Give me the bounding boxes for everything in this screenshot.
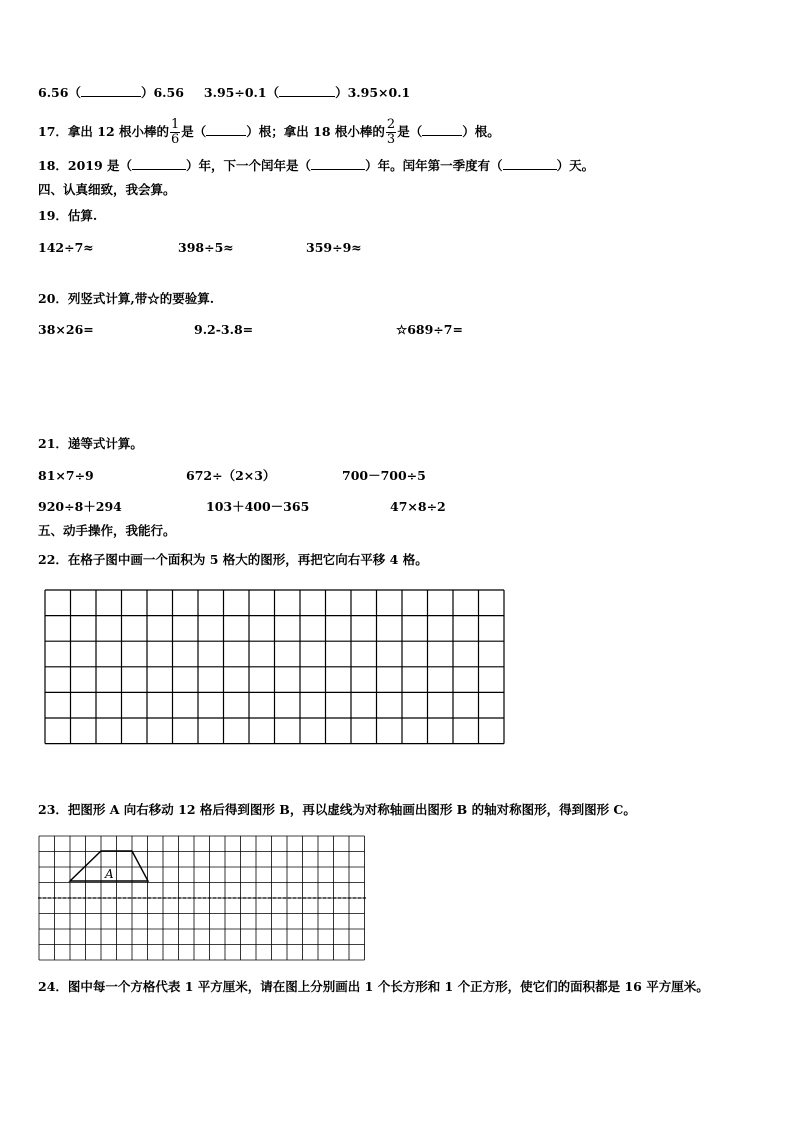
q21-item: 920÷8＋294 — [38, 499, 122, 514]
q19-item: 142÷7≈ — [38, 240, 94, 255]
q21-item: 672÷（2×3） — [186, 468, 276, 483]
section-5-heading: 五、动手操作，我能行。 — [38, 523, 176, 538]
q17-blank-1[interactable] — [206, 123, 246, 136]
q17-text-1: 17．拿出 12 根小棒的 — [38, 124, 169, 139]
fraction-denominator: 3 — [386, 132, 396, 147]
shape-a-label: A — [105, 867, 114, 881]
q16-part-d: ）3.95×0.1 — [335, 85, 411, 100]
q17-text-2: 是（ — [181, 124, 207, 139]
q18-text-4: ）天。 — [556, 158, 595, 173]
q17-text-3: ）根；拿出 18 根小棒的 — [246, 124, 385, 139]
question-16-line — [38, 84, 410, 101]
q21-item: 700－700÷5 — [342, 468, 426, 483]
section-4-heading: 四、认真细致，我会算。 — [38, 182, 176, 197]
q18-text-1: 18．2019 是（ — [38, 158, 133, 173]
question-21-title: 21．递等式计算。 — [38, 436, 143, 451]
question-23-title: 23．把图形 A 向右移动 12 格后得到图形 B，再以虚线为对称轴画出图形 B 的轴对称图形，得到图形 C。 — [38, 802, 636, 817]
q20-item: ☆689÷7= — [396, 322, 463, 337]
q22-grid[interactable] — [44, 589, 506, 745]
q16-blank-1[interactable] — [81, 84, 141, 97]
q16-part-a: 6.56（ — [38, 85, 81, 100]
question-17 — [38, 118, 500, 147]
fraction-denominator: 6 — [171, 132, 180, 147]
q21-item: 81×7÷9 — [38, 468, 94, 483]
q17-fraction-2 — [386, 118, 396, 147]
question-20-title: 20．列竖式计算,带☆的要验算. — [38, 291, 215, 306]
question-24-title: 24．图中每一个方格代表 1 平方厘米，请在图上分别画出 1 个长方形和 1 个正方形，使它们的面积都是 16 平方厘米。 — [38, 979, 709, 994]
q17-text-5: ）根。 — [462, 124, 500, 139]
fraction-numerator: 2 — [386, 117, 396, 132]
q16-part-c: 3.95÷0.1（ — [203, 85, 280, 100]
q19-item: 359÷9≈ — [306, 240, 362, 255]
q17-blank-2[interactable] — [422, 123, 462, 136]
q16-part-b: ）6.56 — [140, 85, 184, 100]
q19-item: 398÷5≈ — [178, 240, 234, 255]
question-22-title: 22．在格子图中画一个面积为 5 格大的图形，再把它向右平移 4 格。 — [38, 552, 428, 567]
q21-item: 47×8÷2 — [390, 499, 446, 514]
q20-item: 38×26= — [38, 322, 94, 337]
q18-text-2: ）年，下一个闰年是（ — [186, 158, 312, 173]
q17-fraction-1 — [170, 118, 180, 147]
q16-blank-2[interactable] — [279, 84, 335, 97]
q18-blank-3[interactable] — [503, 157, 557, 170]
q18-text-3: ）年。闰年第一季度有（ — [365, 158, 503, 173]
question-18 — [38, 157, 594, 174]
question-19-title: 19．估算. — [38, 208, 98, 223]
q18-blank-1[interactable] — [132, 157, 186, 170]
q21-item: 103＋400－365 — [206, 499, 310, 514]
fraction-numerator: 1 — [171, 117, 180, 132]
q17-text-4: 是（ — [397, 124, 423, 139]
q23-grid[interactable] — [38, 835, 368, 961]
q18-blank-2[interactable] — [311, 157, 365, 170]
q20-item: 9.2-3.8= — [194, 322, 254, 337]
